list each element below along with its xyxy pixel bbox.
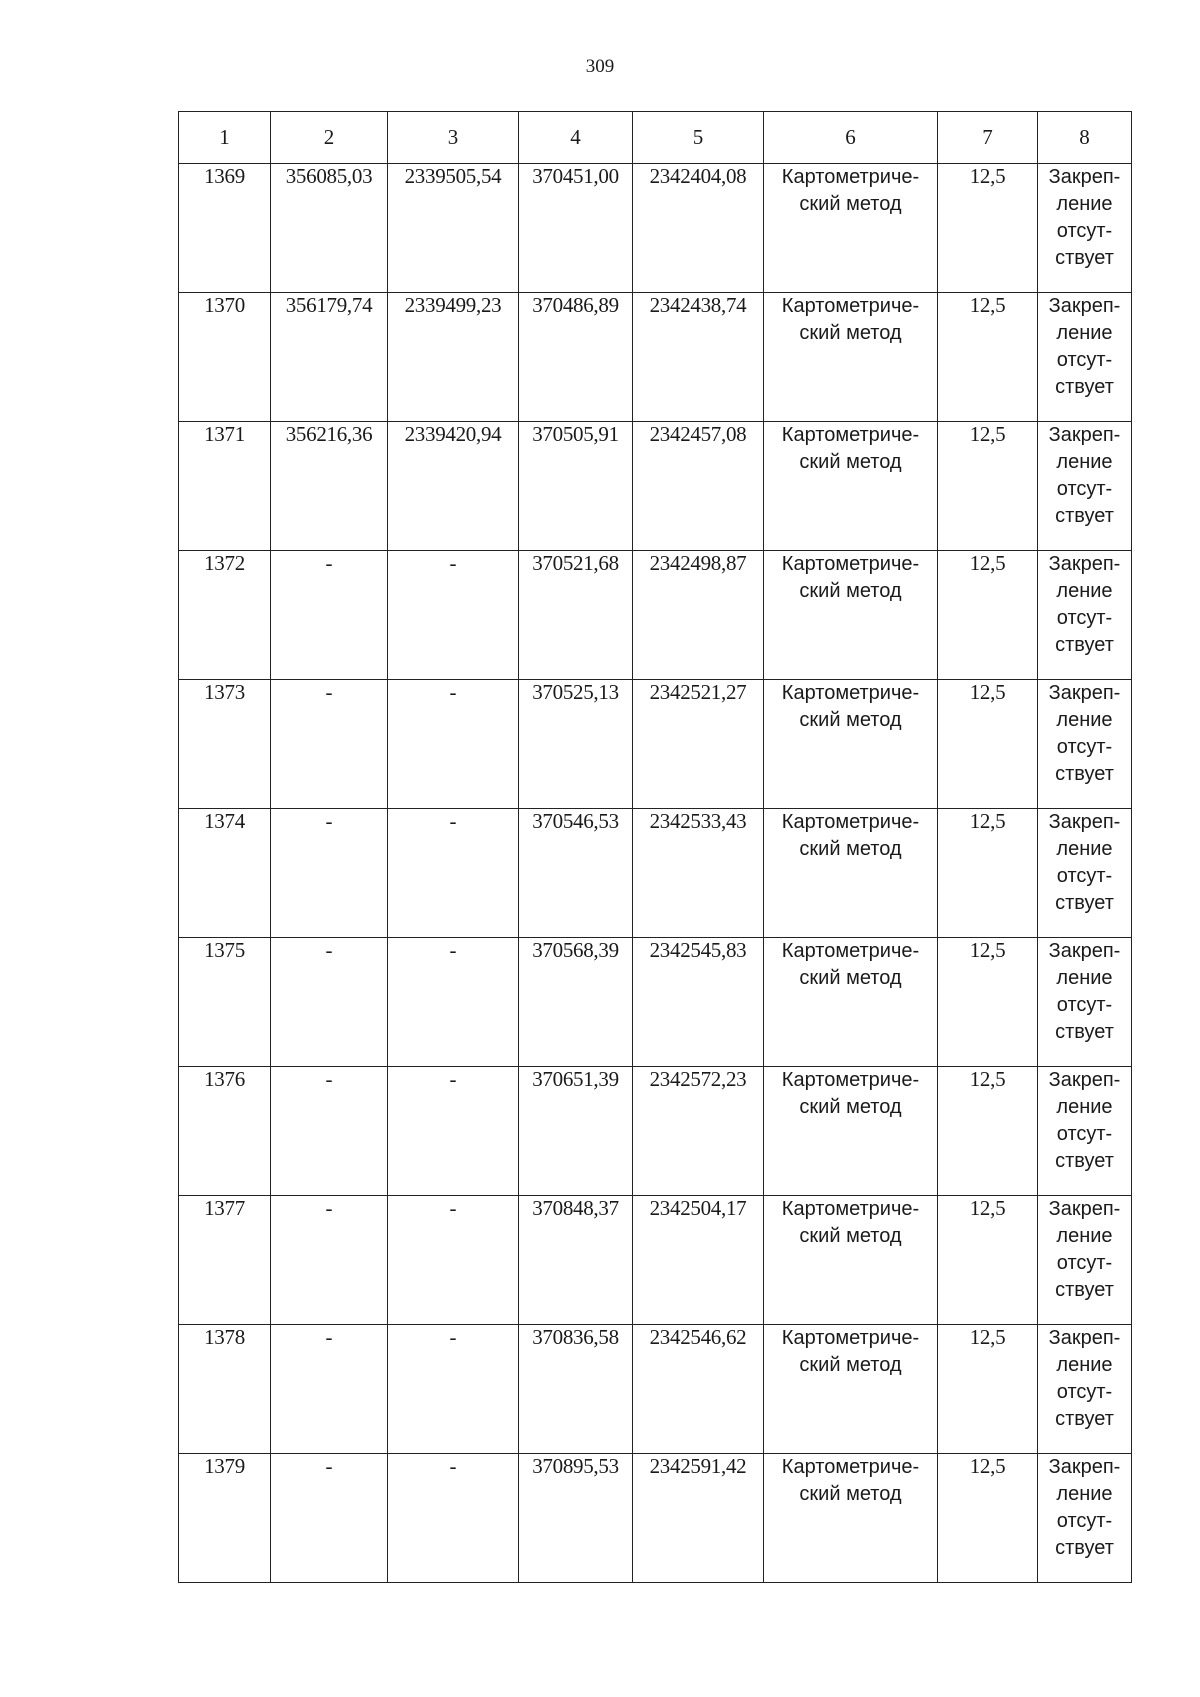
accuracy-cell: 12,5 [938,1325,1038,1454]
accuracy-cell: 12,5 [938,680,1038,809]
point-number-cell: 1377 [179,1196,271,1325]
new-y-cell: 2342591,42 [633,1454,764,1583]
point-number-cell: 1375 [179,938,271,1067]
method-cell: Картометриче- ский метод [764,1454,938,1583]
accuracy-cell: 12,5 [938,293,1038,422]
new-x-cell: 370895,53 [519,1454,633,1583]
new-y-cell: 2342533,43 [633,809,764,938]
method-cell: Картометриче- ский метод [764,809,938,938]
old-y-cell: - [388,1325,519,1454]
point-number-cell: 1376 [179,1067,271,1196]
new-y-cell: 2342572,23 [633,1067,764,1196]
old-y-cell: - [388,1196,519,1325]
old-x-cell: - [271,551,388,680]
accuracy-cell: 12,5 [938,551,1038,680]
new-x-cell: 370568,39 [519,938,633,1067]
new-x-cell: 370525,13 [519,680,633,809]
new-x-cell: 370836,58 [519,1325,633,1454]
table-row [179,422,1132,551]
column-header: 6 [764,112,938,164]
fixation-cell: Закреп- ление отсут- ствует [1038,680,1132,809]
old-y-cell: - [388,680,519,809]
old-y-cell: - [388,809,519,938]
point-number-cell: 1371 [179,422,271,551]
accuracy-cell: 12,5 [938,422,1038,551]
method-cell: Картометриче- ский метод [764,680,938,809]
new-x-cell: 370451,00 [519,164,633,293]
old-y-cell: 2339505,54 [388,164,519,293]
old-x-cell: - [271,938,388,1067]
new-x-cell: 370651,39 [519,1067,633,1196]
point-number-cell: 1378 [179,1325,271,1454]
new-x-cell: 370505,91 [519,422,633,551]
fixation-cell: Закреп- ление отсут- ствует [1038,1196,1132,1325]
method-cell: Картометриче- ский метод [764,938,938,1067]
point-number-cell: 1372 [179,551,271,680]
accuracy-cell: 12,5 [938,938,1038,1067]
old-y-cell: - [388,551,519,680]
method-cell: Картометриче- ский метод [764,293,938,422]
old-y-cell: 2339420,94 [388,422,519,551]
old-x-cell: - [271,1454,388,1583]
new-x-cell: 370546,53 [519,809,633,938]
old-x-cell: 356179,74 [271,293,388,422]
fixation-cell: Закреп- ление отсут- ствует [1038,551,1132,680]
method-cell: Картометриче- ский метод [764,1196,938,1325]
fixation-cell: Закреп- ление отсут- ствует [1038,1454,1132,1583]
old-y-cell: 2339499,23 [388,293,519,422]
point-number-cell: 1370 [179,293,271,422]
page-number: 309 [585,56,615,77]
accuracy-cell: 12,5 [938,1454,1038,1583]
new-y-cell: 2342546,62 [633,1325,764,1454]
fixation-cell: Закреп- ление отсут- ствует [1038,293,1132,422]
accuracy-cell: 12,5 [938,1196,1038,1325]
point-number-cell: 1373 [179,680,271,809]
new-y-cell: 2342504,17 [633,1196,764,1325]
old-x-cell: 356085,03 [271,164,388,293]
new-y-cell: 2342521,27 [633,680,764,809]
fixation-cell: Закреп- ление отсут- ствует [1038,422,1132,551]
table-row [179,1325,1132,1454]
old-x-cell: - [271,1067,388,1196]
column-header: 1 [179,112,271,164]
table-row [179,938,1132,1067]
new-x-cell: 370486,89 [519,293,633,422]
new-y-cell: 2342404,08 [633,164,764,293]
accuracy-cell: 12,5 [938,809,1038,938]
old-x-cell: - [271,1325,388,1454]
method-cell: Картометриче- ский метод [764,164,938,293]
new-y-cell: 2342438,74 [633,293,764,422]
column-header: 2 [271,112,388,164]
old-x-cell: - [271,1196,388,1325]
old-x-cell: 356216,36 [271,422,388,551]
old-y-cell: - [388,938,519,1067]
point-number-cell: 1379 [179,1454,271,1583]
table-row [179,551,1132,680]
table-row [179,293,1132,422]
point-number-cell: 1369 [179,164,271,293]
fixation-cell: Закреп- ление отсут- ствует [1038,938,1132,1067]
new-x-cell: 370521,68 [519,551,633,680]
fixation-cell: Закреп- ление отсут- ствует [1038,1325,1132,1454]
fixation-cell: Закреп- ление отсут- ствует [1038,1067,1132,1196]
method-cell: Картометриче- ский метод [764,551,938,680]
table-header-row [179,112,1132,164]
table-row [179,1067,1132,1196]
column-header: 8 [1038,112,1132,164]
new-y-cell: 2342457,08 [633,422,764,551]
table-row [179,680,1132,809]
new-y-cell: 2342545,83 [633,938,764,1067]
fixation-cell: Закреп- ление отсут- ствует [1038,809,1132,938]
accuracy-cell: 12,5 [938,164,1038,293]
method-cell: Картометриче- ский метод [764,422,938,551]
coordinates-table [178,111,1132,1583]
column-header: 3 [388,112,519,164]
new-y-cell: 2342498,87 [633,551,764,680]
new-x-cell: 370848,37 [519,1196,633,1325]
old-y-cell: - [388,1067,519,1196]
table-row [179,1454,1132,1583]
method-cell: Картометриче- ский метод [764,1325,938,1454]
old-x-cell: - [271,680,388,809]
fixation-cell: Закреп- ление отсут- ствует [1038,164,1132,293]
table-row [179,1196,1132,1325]
point-number-cell: 1374 [179,809,271,938]
table-row [179,809,1132,938]
column-header: 7 [938,112,1038,164]
old-x-cell: - [271,809,388,938]
accuracy-cell: 12,5 [938,1067,1038,1196]
table-row [179,164,1132,293]
method-cell: Картометриче- ский метод [764,1067,938,1196]
column-header: 4 [519,112,633,164]
column-header: 5 [633,112,764,164]
old-y-cell: - [388,1454,519,1583]
